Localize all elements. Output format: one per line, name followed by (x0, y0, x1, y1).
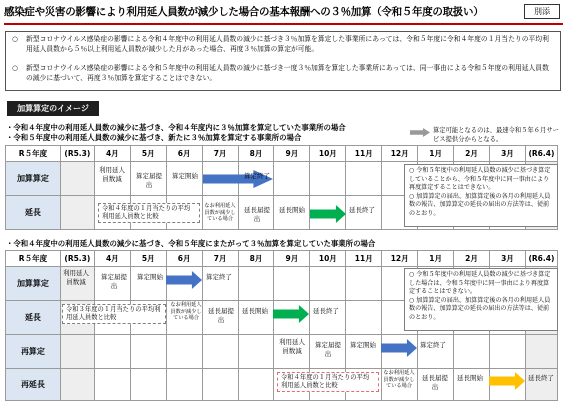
row-label: 再算定 (6, 335, 61, 369)
case1-tag-end: 算定終了 (244, 172, 270, 180)
month-header: 8月 (238, 146, 274, 162)
month-header: 7月 (202, 146, 238, 162)
case2-tag-ext-submit: 延長届提出 (208, 307, 234, 324)
row-label: 延長 (6, 301, 61, 335)
case1-title-2: ・令和５年度中の利用延人員数の減少に基づき、新たに３％加算を算定する事業所の場合 (6, 133, 302, 142)
month-header: 11月 (346, 251, 382, 267)
case2-title: ・令和４年度中の利用延人員数の減少に基づき、令和５年度にまたがって３％加算を算定していた事業所の場合 (6, 239, 376, 248)
month-header: 2月 (454, 146, 490, 162)
year-label: R５年度 (6, 146, 61, 162)
info-line: ○ 令和５年度中の利用延人員数の減少に基づき算定していることから、令和５年度中に同一事由により再度算定することはできない。 (409, 167, 551, 192)
case2-re-tag-ext-end: 延長終了 (528, 374, 554, 382)
notes-box (5, 31, 561, 91)
case2-info-box (404, 268, 558, 331)
info-line: ○ 加算算定の届出、加算算定後の各月の利用延人員数の報告、加算算定の延長の届出の方法等は、従前のとおり。 (409, 192, 551, 217)
case2-dash-note: 令和３年度の１月当たりの平均利用延人員数と比較 (62, 304, 166, 324)
case2-tag-start: 算定開始 (137, 273, 163, 281)
case1-info-box (404, 164, 558, 227)
month-header: 10月 (310, 251, 346, 267)
row-label: 延長 (6, 196, 61, 230)
note-item (12, 64, 552, 83)
case1-tag-small: なお利用延人員数が減少している場合 (204, 203, 236, 222)
month-header: 6月 (166, 251, 202, 267)
case2-re-tag-start: 算定開始 (350, 341, 376, 349)
case1-tag-ext-submit: 延長届提出 (244, 206, 270, 223)
case1-header-row (6, 146, 558, 162)
case1-tag-submit: 算定届提出 (136, 172, 162, 189)
month-header: 4月 (94, 251, 130, 267)
month-header: 5月 (130, 251, 166, 267)
month-header: 11月 (346, 146, 382, 162)
note-text: 新型コロナウイルス感染症の影響による令和５年度中の利用延人員数の減少に基づき一度３％加算を算定した事業所にあっては、同一事由による令和５年度の利用延人員数の減少に基づいて、再度３％加算を算定することはできない。 (26, 64, 549, 82)
row-label: 加算算定 (6, 267, 61, 301)
month-header: 8月 (238, 251, 274, 267)
case2-re-tag-end: 算定終了 (420, 341, 446, 349)
month-header: 9月 (274, 251, 310, 267)
end-month-label: (R6.4) (525, 251, 557, 267)
month-header: 1月 (418, 146, 454, 162)
case1-tag-ext-end: 延長終了 (349, 206, 375, 214)
case2-tag-end: 算定終了 (206, 273, 232, 281)
section-heading: 加算算定のイメージ (7, 101, 99, 116)
month-header: 9月 (274, 146, 310, 162)
case2-re-tag-ext-start: 延長開始 (457, 374, 483, 382)
case2-header-row (6, 251, 558, 267)
case2-tag-small: なお利用延人員数が減少している場合 (170, 302, 202, 321)
right-arrow-icon (410, 128, 430, 137)
attachment-badge: 別添 (524, 4, 560, 19)
case2-re-tag-small: なお利用延人員数が減少している場合 (383, 370, 415, 389)
month-header: 1月 (418, 251, 454, 267)
case1-tag-ext-start: 延長開始 (279, 206, 305, 214)
month-header: 12月 (382, 146, 418, 162)
year-label: R５年度 (6, 251, 61, 267)
row-label: 再延長 (6, 369, 61, 401)
note-text: 新型コロナウイルス感染症の影響による令和４年度中の利用延人員数の減少に基づき３％加算を算定した事業所にあっては、令和５年度に令和４年度の１月当たりの平均利用延人員数から５％以上利用延人員数が減少した月があった場合、再度３％加算の算定が可能。 (26, 35, 549, 53)
month-header: 3月 (489, 251, 525, 267)
case1-side-note: 算定可能となるのは、最速令和５年６月サービス提供分からとなる。 (433, 127, 559, 143)
end-month-label: (R6.4) (525, 146, 557, 162)
case2-tag-submit: 算定届提出 (101, 273, 127, 290)
case1-tag-usage-decrease: 利用延人員数減 (99, 166, 125, 183)
start-month-label: (R5.3) (60, 146, 94, 162)
case2-re-tag-usage-decrease: 利用延人員数減 (279, 338, 305, 355)
page-title: 感染症や災害の影響により利用延人員数が減少した場合の基本報酬への３％加算（令和５年度の取扱い） (4, 6, 484, 18)
info-line: ○ 加算算定の届出、加算算定後の各月の利用延人員数の報告、加算算定の延長の届出の方法等は、従前のとおり。 (409, 296, 551, 321)
month-header: 3月 (489, 146, 525, 162)
start-month-label: (R5.3) (60, 251, 94, 267)
month-header: 5月 (130, 146, 166, 162)
info-line: ○ 令和５年度中の利用延人員数の減少に基づき算定した場合は、令和５年度中に同一事由により再度算定することはできない。 (409, 271, 551, 296)
case2-re-tag-submit: 算定届提出 (315, 341, 341, 358)
note-bullet: ○ (12, 35, 18, 43)
month-header: 2月 (454, 251, 490, 267)
month-header: 10月 (310, 146, 346, 162)
row-label: 加算算定 (6, 162, 61, 196)
month-header: 6月 (166, 146, 202, 162)
month-header: 12月 (382, 251, 418, 267)
note-item (12, 35, 552, 54)
case2-re-tag-ext-submit: 延長届提出 (422, 374, 448, 391)
case1-title-1: ・令和４年度中の利用延人員数の減少に基づき、令和４年度内に３％加算を算定していた事業所の場合 (6, 123, 346, 132)
case1-dash-note: 令和４年度の１月当たりの平均利用延人員数と比較 (98, 203, 200, 223)
note-bullet: ○ (12, 64, 18, 72)
title-underline (4, 23, 563, 25)
case2-tag-ext-start: 延長開始 (242, 307, 268, 315)
case2-tag-ext-end: 延長終了 (313, 307, 339, 315)
case1-tag-start: 算定開始 (172, 172, 198, 180)
month-header: 7月 (202, 251, 238, 267)
case2-dash-note-2: 令和４年度の１月当たりの平均利用延人員数と比較 (277, 372, 379, 392)
case2-tag-usage-decrease: 利用延人員数減 (63, 269, 89, 286)
month-header: 4月 (94, 146, 130, 162)
